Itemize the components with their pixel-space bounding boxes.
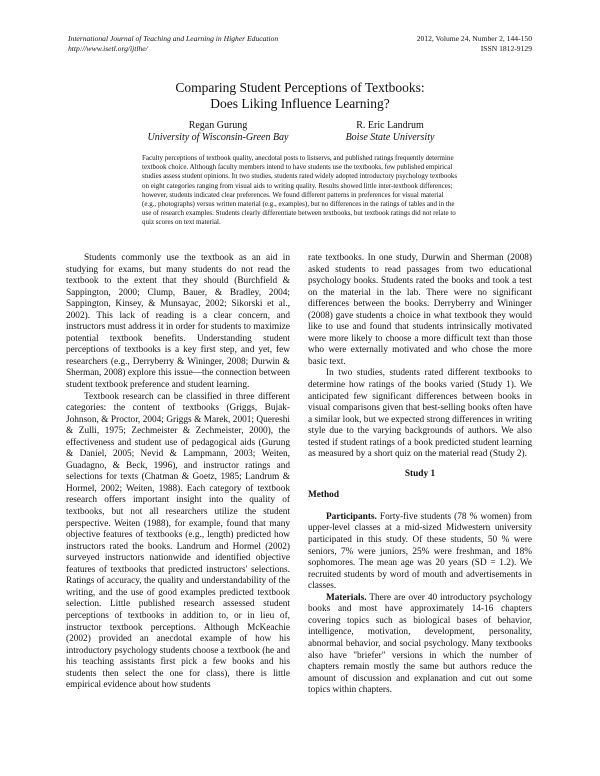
- paragraph: In two studies, students rated different textbooks to determine how ratings of the books varied (Study 1). We anticipated few significant differences between books in visual comparisons given that best-selling books often have a similar look, but we expected strong differences in writing style due to the varying backgrounds of authors. We also tested if student ratings of a book predicted student learning as measured by a short quiz on the material read (Study 2).: [308, 368, 532, 460]
- section-heading-study-1: Study 1: [404, 468, 436, 479]
- author-name: R. Eric Landrum: [356, 120, 424, 131]
- author-1: [118, 120, 318, 144]
- paragraph: Textbook research can be classified in three different categories: the content of textbooks (Griggs, Bujak-Johnson, & Proctor, 2004; Griggs & Marek, 2001; Quereshi & Zulli, 1975; Zechmeister & Zechmeister, 2000), the effectiveness and student use of pedagogical aids (Gurung & Daniel, 2005; Nevid & Lampmann, 2003; Weiten, Guadagno, & Beck, 1996), and instructor ratings and selections for texts (Chatman & Goetz, 1985; Landrum & Hormel, 2002; Weiten, 1988). Each category of textbook research offers important insight into the quality of textbooks, but not all researchers utilize the student perspective. Weiten (1988), for example, found that many objective features of textbooks (e.g., length) predicted how instructors rated the books. Landrum and Hormel (2002) surveyed instructors nationwide and identified objective features of textbooks that predicted instructors' selections. Ratings of accuracy, the quality and understandability of the writing, and the use of good examples predicted textbook selection. Little published research assessed student perceptions of textbooks in addition to, or in lieu of, instructor textbook perceptions. Although McKeachie (2002) provided an anecdotal example of how his introductory psychology students choose a textbook (he and his teaching assistants first pick a few books and his students then select the one for class), there is little empirical evidence about how students: [66, 391, 290, 691]
- author-2: [290, 120, 490, 144]
- paragraph-participants: [308, 512, 532, 593]
- volume-info: 2012, Volume 24, Number 2, 144-150: [416, 34, 532, 43]
- paragraph: rate textbooks. In one study, Durwin and Sherman (2008) asked students to read passages from two educational psychology books. Students rated the books and took a test on the material in the lab. There were no significant differences between the books. Derryberry and Wininger (2008) gave students a choice in what textbook they would like to use and found that students intrinsically motivated were more likely to choose a more difficult text than those who were externally motivated and who chose the more basic text.: [308, 253, 532, 367]
- paper-title: [0, 80, 600, 111]
- materials-text: There are over 40 introductory psychology books and most have approximately 14-16 chapters covering topics such as biological bases of behavior, intelligence, motivation, development, personality, abnormal behavior, and social psychology. Many textbooks also have "briefer" versions in which the number of chapters remain mostly the same but authors reduce the amount of discussion and explanation and cut out some topics within chapters.: [308, 592, 532, 696]
- participants-text: Forty-five students (78 % women) from upper-level classes at a mid-sized Midwestern university participated in this study. Of these students, 50 % were seniors, 7% were juniors, 25% were freshman, and 18% sophomores. The mean age was 20 years (SD = 1.2). We recruited students by word of mouth and advertisements in classes.: [308, 511, 532, 592]
- paragraph-materials: [308, 593, 532, 697]
- section-heading-method: Method: [308, 490, 339, 501]
- author-name: Regan Gurung: [188, 120, 248, 131]
- title-line-1: Comparing Student Perceptions of Textbooks:: [175, 80, 425, 95]
- author-affiliation: Boise State University: [345, 132, 435, 143]
- abstract: Faculty perceptions of textbook quality, anecdotal posts to listservs, and published ratings frequently determine textbook choice. Although faculty members intend to have students use the textbooks, few published empirical studies assess student opinions. In two studies, students rated widely adopted introductory psychology textbooks on eight categories ranging from visual aids to writing quality. Results showed little inter-textbook differences; however, students indicated clear preferences. We found different patterns in preferences for visual material (e.g., photographs) versus written material (e.g., examples), but no differences in the ratings of tables and in the use of research examples. Students clearly differentiate between textbooks, but textbook ratings did not relate to quiz scores on text material.: [142, 154, 458, 227]
- paragraph: Students commonly use the textbook as an aid in studying for exams, but many students do not read the textbook to the extent that they should (Burchfield & Sappington, 2000; Clump, Bauer, & Bradley, 2004; Sappington, Kinsey, & Munsayac, 2002; Sikorski et al., 2002). This lack of reading is a clear concern, and instructors must address it in order for students to maximize potential textbook benefits. Understanding student perceptions of textbooks is a key first step, and yet, few researchers (e.g., Derryberry & Wininger, 2008; Durwin & Sherman, 2008) explore this issue—the connection between student textbook preference and student learning.: [66, 253, 290, 391]
- journal-name: International Journal of Teaching and Learning in Higher Education: [68, 34, 279, 43]
- participants-label: Participants.: [326, 511, 377, 522]
- title-line-2: Does Liking Influence Learning?: [210, 95, 390, 111]
- running-header-right: [417, 34, 532, 54]
- body-column-right: [308, 253, 532, 697]
- body-column-left: [66, 253, 290, 692]
- journal-url[interactable]: http://www.isetl.org/ijtlhe/: [68, 44, 148, 53]
- materials-label: Materials.: [326, 592, 367, 603]
- running-header-left: [68, 34, 278, 54]
- issn: ISSN 1812-9129: [480, 44, 532, 53]
- author-affiliation: University of Wisconsin-Green Bay: [147, 132, 289, 143]
